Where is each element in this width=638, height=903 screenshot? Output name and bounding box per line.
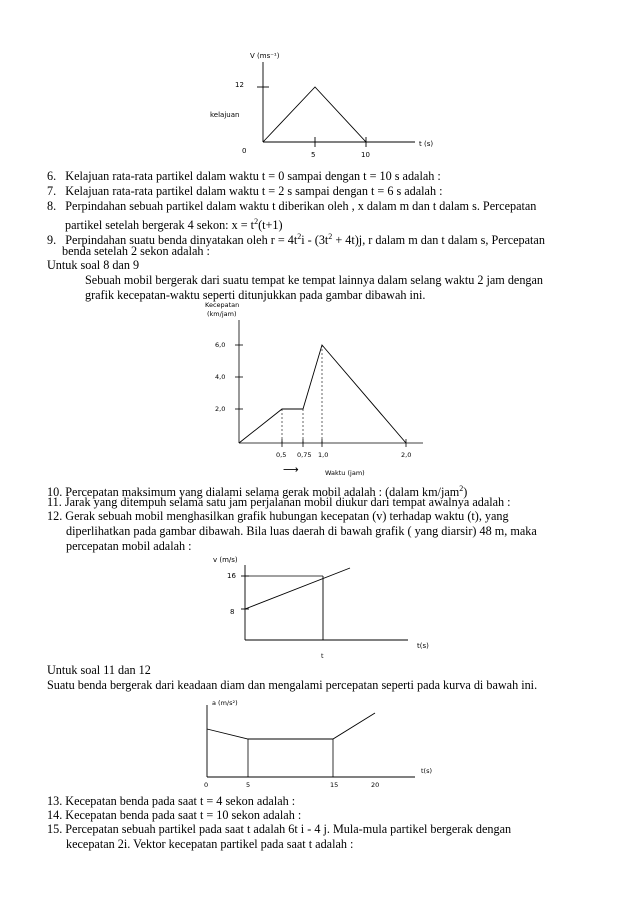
question-7 [47,184,443,199]
question-9-post: + 4t)j, r dalam m dan t dalam s, Percepatan [332,233,545,248]
question-11-number: 11. [47,495,62,509]
graph1-x-axis-label: t (s) [419,140,434,148]
question-8-formula-sup: 2 [254,217,259,226]
graph2-x-tick-2: 2,0 [401,451,412,459]
graph-velocity-linear [195,552,440,662]
question-11-text: Jarak yang ditempuh selama satu jam perjalanan mobil diukur dari tempat awalnya adalah : [64,495,511,509]
question-10-post: ) [463,485,468,500]
question-8-formula-post: (t+1) [258,218,283,233]
question-13-text: Kecepatan benda pada saat t = 4 sekon adalah : [65,794,296,808]
question-6-text: Kelajuan rata-rata partikel dalam waktu t = 0 sampai dengan t = 10 s adalah : [65,169,441,183]
graph1-y-tick: 12 [235,81,244,89]
question-12-number: 12. [47,509,63,523]
question-14-number: 14. [47,808,63,822]
question-15-line2: kecepatan 2i. Vektor kecepatan partikel pada saat t adalah : [66,837,354,851]
graph2-y-tick-4: 4,0 [215,373,226,381]
graph1-x-tick-10: 10 [361,151,370,159]
question-8 [47,199,536,214]
graph3-y-tick-16: 16 [227,572,236,580]
graph1-speed-curve [263,87,366,142]
question-9-number: 9. [47,233,57,248]
question-6-number: 6. [47,169,57,183]
graph1-y-axis-label: V (ms⁻¹) [250,52,280,60]
question-10-number: 10. [47,485,63,500]
question-8-number: 8. [47,199,57,213]
question-8-formula-pre: partikel setelah bergerak 4 sekon: x = t [65,218,255,233]
section-intro-8-9-line1: Sebuah mobil bergerak dari suatu tempat ke tempat lainnya dalam selang waktu 2 jam dengan [85,273,544,287]
section-intro-8-9-line2: grafik kecepatan-waktu seperti ditunjukkan pada gambar dibawah ini. [85,288,426,302]
question-12-line3: percepatan mobil adalah : [66,539,192,553]
question-14-text: Kecepatan benda pada saat t = 10 sekon adalah : [65,808,302,822]
graph2-x-tick-075: 0,75 [297,451,312,459]
graph2-x-tick-1: 1,0 [318,451,329,459]
graph2-velocity-curve [239,345,406,443]
question-9-sup2: 2 [328,232,333,241]
graph4-y-axis-label: a (m/s²) [212,699,238,707]
graph2-y-axis-label-1: Kecepatan [205,301,240,309]
question-13 [47,794,295,809]
graph1-origin: 0 [242,147,247,155]
graph4-x-tick-20: 20 [371,781,380,789]
graph2-x-tick-05: 0,5 [276,451,287,459]
graph3-x-axis-label: t(s) [417,642,429,650]
graph2-x-axis-label: Waktu (jam) [325,469,365,477]
question-14 [47,808,301,823]
question-12-line1: Gerak sebuah mobil menghasilkan grafik hubungan kecepatan (v) terhadap waktu (t), yang [65,509,509,523]
question-15 [47,822,511,837]
question-11 [47,495,511,510]
section-intro-11-12-line1: Suatu benda bergerak dari keadaan diam dan mengalami percepatan seperti pada kurva di bawah ini. [47,678,538,692]
graph2-y-axis-label-2: (km/jam) [207,310,237,318]
graph2-arrow-icon: ⟶ [283,463,299,476]
graph3-y-axis-label: v (m/s) [213,556,238,564]
section-title-11-12: Untuk soal 11 dan 12 [47,663,151,677]
question-9-line2: benda setelah 2 sekon adalah : [62,244,210,258]
question-9-sup1: 2 [297,232,302,241]
question-7-number: 7. [47,184,57,198]
graph4-origin: 0 [204,781,209,789]
section-title-8-9: Untuk soal 8 dan 9 [47,258,140,272]
question-6 [47,169,441,184]
question-9-pre: Perpindahan suatu benda dinyatakan oleh r = 4t [65,233,298,248]
question-15-line1: Percepatan sebuah partikel pada saat t adalah 6t i - 4 j. Mula-mula partikel bergerak dengan [65,822,512,836]
question-13-number: 13. [47,794,63,808]
question-9-mid: i - (3t [301,233,329,248]
graph4-x-tick-15: 15 [330,781,339,789]
graph4-x-tick-5: 5 [246,781,251,789]
graph4-x-axis-label: t(s) [421,767,433,775]
graph-speed-triangle [195,40,455,165]
graph1-curve-label: kelajuan [210,111,240,119]
question-10-pre: Percepatan maksimum yang dialami selama gerak mobil adalah : (dalam km/jam [65,485,460,500]
question-8-line1: Perpindahan sebuah partikel dalam waktu t diberikan oleh , x dalam m dan t dalam s. Percepatan [65,199,537,213]
graph1-x-tick-5: 5 [311,151,316,159]
graph-acceleration [195,693,440,793]
question-15-number: 15. [47,822,63,836]
graph3-velocity-line [245,568,350,609]
question-12 [47,509,509,524]
graph3-x-tick: t [321,652,324,660]
graph-car-velocity [195,300,435,480]
question-12-line2: diperlihatkan pada gambar dibawah. Bila luas daerah di bawah grafik ( yang diarsir) 48 m, maka [66,524,537,538]
question-7-text: Kelajuan rata-rata partikel dalam waktu t = 2 s sampai dengan t = 6 s adalah : [65,184,443,198]
graph2-y-tick-2: 2,0 [215,405,226,413]
question-10-sup: 2 [459,484,464,493]
graph3-y-tick-8: 8 [230,608,235,616]
graph2-y-tick-6: 6,0 [215,341,226,349]
graph4-acceleration-curve [207,713,375,739]
